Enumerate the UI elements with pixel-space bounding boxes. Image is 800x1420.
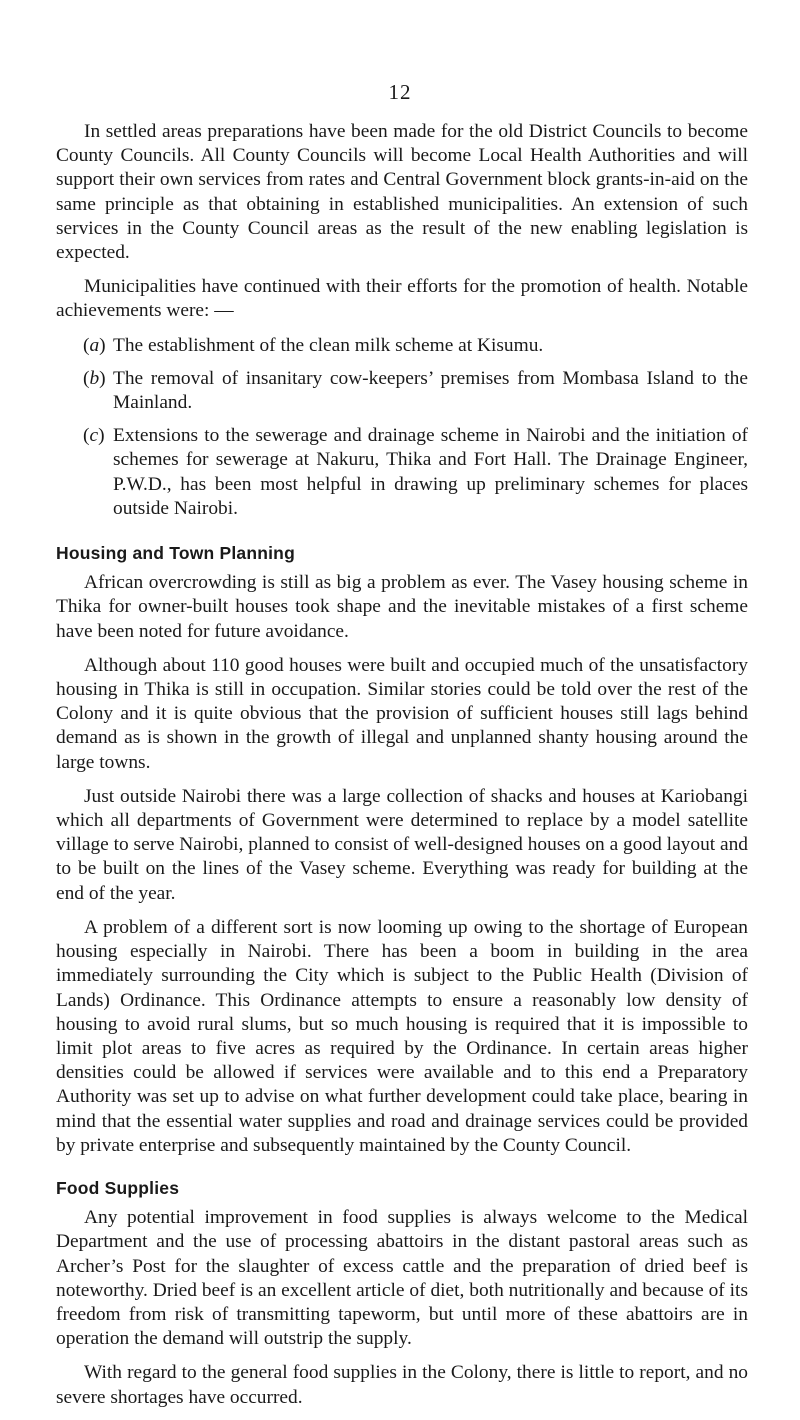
achievement-text: The removal of insanitary cow-keepers’ premises from Mombasa Island to the Mainland. xyxy=(113,367,748,414)
achievement-label: (a) xyxy=(83,334,106,356)
achievement-item-c xyxy=(56,424,748,521)
achievement-label: (b) xyxy=(83,367,106,389)
intro-paragraph-county-councils: In settled areas preparations have been made for the old District Councils to become County Councils. All County Councils will become Local Health Authorities and will support their own services from rates and Central Government block grants-in-aid on the same principle as that obtaining in established municipalities. An extension of such services in the County Council areas as the result of the new enabling legislation is expected. xyxy=(56,121,748,264)
achievement-text: The establishment of the clean milk scheme at Kisumu. xyxy=(113,334,544,356)
achievement-label: (c) xyxy=(83,425,105,447)
housing-paragraph: African overcrowding is still as big a problem as ever. The Vasey housing scheme in Thika for owner-built houses took shape and the inevitable mistakes of a first scheme have been noted for future avoidance. xyxy=(56,572,748,642)
section-heading-housing: Housing and Town Planning xyxy=(56,543,295,564)
achievement-text: Extensions to the sewerage and drainage scheme in Nairobi and the initiation of schemes for sewerage at Nakuru, Thika and Fort Hall. The Drainage Engineer, P.W.D., has been most helpful in drawing up preliminary schemes for places outside Nairobi. xyxy=(113,425,748,519)
page-number: 12 xyxy=(388,80,412,104)
achievement-item-a xyxy=(56,334,748,358)
food-paragraph: With regard to the general food supplies in the Colony, there is little to report, and no severe shortages have occurred. xyxy=(56,1362,748,1408)
page-body xyxy=(56,120,748,1420)
intro-paragraph-municipalities: Municipalities have continued with their efforts for the promotion of health. Notable achievements were: — xyxy=(56,276,748,322)
housing-paragraph: Although about 110 good houses were built and occupied much of the unsatisfactory housing in Thika is still in occupation. Similar stories could be told over the rest of the Colony and it is quite obvious that the provision of sufficient houses still lags behind demand as is shown in the growth of illegal and unplanned shanty housing around the large towns. xyxy=(56,654,748,773)
section-heading-food: Food Supplies xyxy=(56,1177,180,1198)
food-paragraph: Any potential improvement in food supplies is always welcome to the Medical Department and the use of processing abattoirs in the distant pastoral areas such as Archer’s Post for the slaughter of excess cattle and the preparation of dried beef is noteworthy. Dried beef is an excellent article of diet, both nutritionally and because of its freedom from risk of transmitting tapeworm, but until more of these abattoirs are in operation the demand will outstrip the supply. xyxy=(56,1207,748,1350)
housing-paragraph: A problem of a different sort is now looming up owing to the shortage of European housing especially in Nairobi. There has been a boom in building in the area immediately surrounding the City which is subject to the Public Health (Division of Lands) Ordinance. This Ordinance attempts to ensure a reasonably low density of housing to avoid rural slums, but so much housing is required that it is impossible to limit plot areas to five acres as required by the Ordinance. In certain areas higher densities could be allowed if services were available and to this end a Preparatory Authority was set up to advise on what further development could take place, bearing in mind that the essential water supplies and road and drainage services could be provided by private enterprise and subsequently maintained by the County Council. xyxy=(56,916,748,1156)
housing-paragraph: Just outside Nairobi there was a large collection of shacks and houses at Kariobangi which all departments of Government were determined to replace by a model satellite village to serve Nairobi, planned to consist of well-designed houses on a good layout and to be built on the lines of the Vasey scheme. Everything was ready for building at the end of the year. xyxy=(56,785,748,904)
achievement-item-b xyxy=(56,367,748,415)
